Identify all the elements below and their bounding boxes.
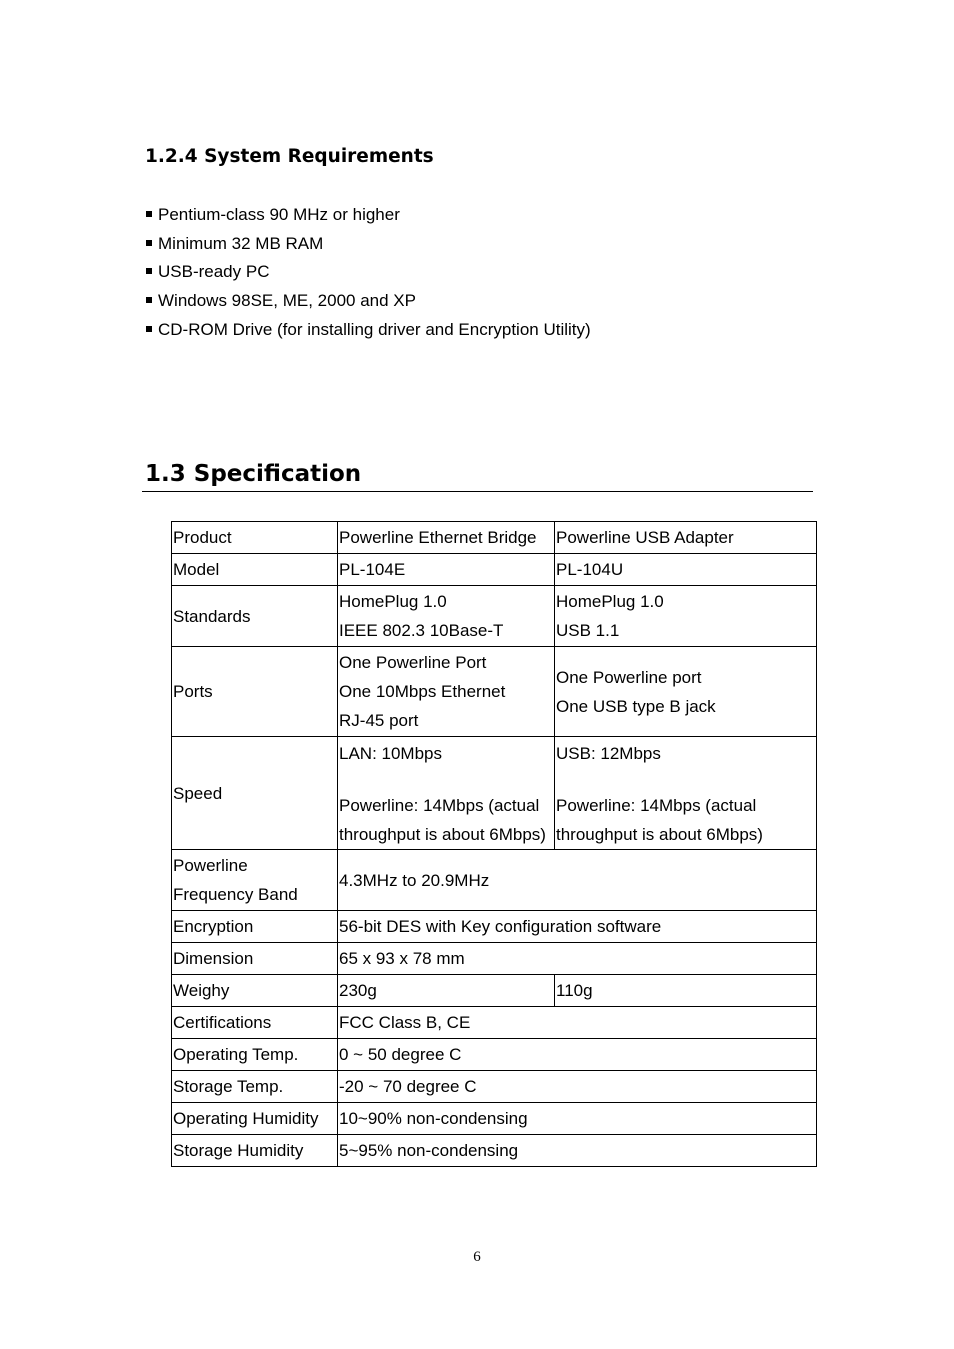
specification-heading: 1.3 Specification xyxy=(145,461,362,487)
row-label: Storage Humidity xyxy=(172,1135,338,1167)
list-item: USB-ready PC xyxy=(145,258,591,287)
shared-value-cell: 10~90% non-condensing xyxy=(338,1103,817,1135)
row-label: Certifications xyxy=(172,1007,338,1039)
table-row xyxy=(172,554,817,586)
shared-value-cell: 0 ~ 50 degree C xyxy=(338,1039,817,1071)
specification-table xyxy=(171,521,817,1167)
ethernet-bridge-cell: PL-104E xyxy=(338,554,555,586)
row-label: Storage Temp. xyxy=(172,1071,338,1103)
square-bullet-icon xyxy=(146,268,152,274)
ethernet-bridge-cell: 230g xyxy=(338,975,555,1007)
ethernet-bridge-cell: One Powerline Port One 10Mbps Ethernet RJ-45 port xyxy=(338,647,555,737)
shared-value-cell: 65 x 93 x 78 mm xyxy=(338,943,817,975)
table-row xyxy=(172,1007,817,1039)
row-label: Ports xyxy=(172,647,338,737)
table-row xyxy=(172,1039,817,1071)
list-item: Minimum 32 MB RAM xyxy=(145,230,591,259)
list-item: Windows 98SE, ME, 2000 and XP xyxy=(145,287,591,316)
table-row xyxy=(172,911,817,943)
table-row xyxy=(172,647,817,737)
table-row xyxy=(172,975,817,1007)
row-label: Model xyxy=(172,554,338,586)
shared-value-cell: 56-bit DES with Key configuration software xyxy=(338,911,817,943)
row-label: Standards xyxy=(172,586,338,647)
row-label: Operating Temp. xyxy=(172,1039,338,1071)
ethernet-bridge-cell: Powerline Ethernet Bridge xyxy=(338,522,555,554)
square-bullet-icon xyxy=(146,240,152,246)
table-row xyxy=(172,586,817,647)
row-label: Weighy xyxy=(172,975,338,1007)
ethernet-bridge-cell: HomePlug 1.0 IEEE 802.3 10Base-T xyxy=(338,586,555,647)
table-row xyxy=(172,522,817,554)
page-number: 6 xyxy=(473,1249,481,1265)
table-row xyxy=(172,943,817,975)
usb-adapter-cell: 110g xyxy=(555,975,817,1007)
list-item: Pentium-class 90 MHz or higher xyxy=(145,201,591,230)
shared-value-cell: -20 ~ 70 degree C xyxy=(338,1071,817,1103)
list-item: CD-ROM Drive (for installing driver and Encryption Utility) xyxy=(145,316,591,345)
shared-value-cell: FCC Class B, CE xyxy=(338,1007,817,1039)
square-bullet-icon xyxy=(146,326,152,332)
square-bullet-icon xyxy=(146,211,152,217)
row-label: Dimension xyxy=(172,943,338,975)
row-label: Encryption xyxy=(172,911,338,943)
row-label: Operating Humidity xyxy=(172,1103,338,1135)
usb-adapter-cell: One Powerline port One USB type B jack xyxy=(555,647,817,737)
requirements-list xyxy=(145,201,591,344)
table-row xyxy=(172,737,817,850)
table-row xyxy=(172,1103,817,1135)
usb-adapter-cell: HomePlug 1.0 USB 1.1 xyxy=(555,586,817,647)
shared-value-cell: 4.3MHz to 20.9MHz xyxy=(338,850,817,911)
system-requirements-heading: 1.2.4 System Requirements xyxy=(145,146,434,167)
row-label: Powerline Frequency Band xyxy=(172,850,338,911)
usb-adapter-cell: USB: 12Mbps Powerline: 14Mbps (actual throughput is about 6Mbps) xyxy=(555,737,817,850)
table-row xyxy=(172,850,817,911)
table-row xyxy=(172,1071,817,1103)
usb-adapter-cell: Powerline USB Adapter xyxy=(555,522,817,554)
heading-underline xyxy=(142,491,813,492)
table-row xyxy=(172,1135,817,1167)
ethernet-bridge-cell: LAN: 10Mbps Powerline: 14Mbps (actual throughput is about 6Mbps) xyxy=(338,737,555,850)
usb-adapter-cell: PL-104U xyxy=(555,554,817,586)
shared-value-cell: 5~95% non-condensing xyxy=(338,1135,817,1167)
square-bullet-icon xyxy=(146,297,152,303)
row-label: Product xyxy=(172,522,338,554)
row-label: Speed xyxy=(172,737,338,850)
